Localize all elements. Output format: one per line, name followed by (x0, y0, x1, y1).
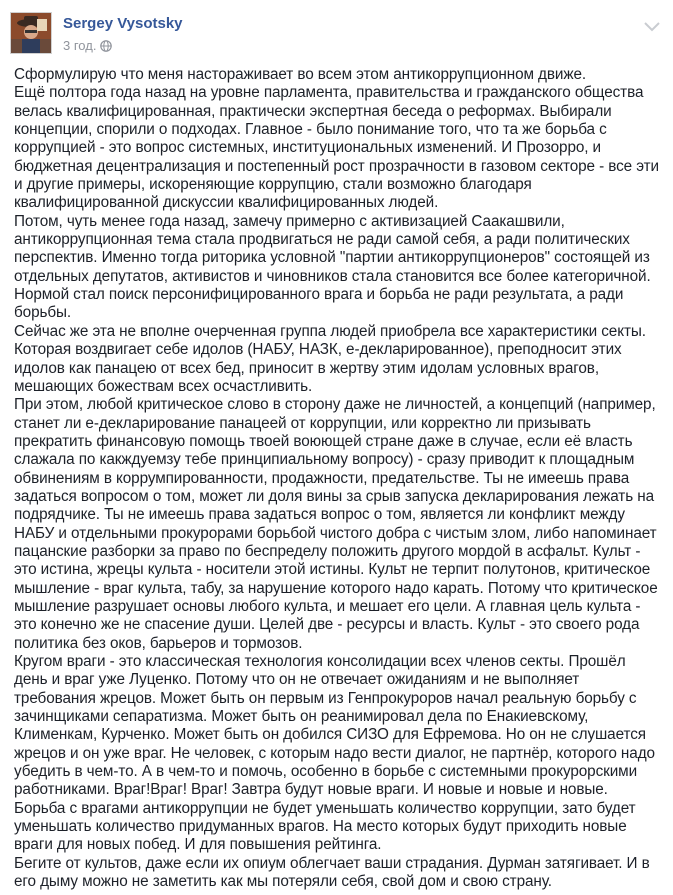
author-avatar[interactable] (10, 12, 52, 54)
chevron-down-icon[interactable] (643, 20, 661, 34)
post-paragraph: Бегите от культов, даже если их опиум облегчает ваши страдания. Дурман затягивает. И в его дыму можно не заметить как мы потеряли себя, свой дом и свою страну. (14, 854, 650, 891)
post-paragraph: Ещё полтора года назад на уровне парламента, правительства и гражданского общества велась квалифицированная, практически экспертная беседа о реформах. Выбирали концепции, спорили о подходах. Главное - было понимание того, что та же борьба с коррупцией - это вопрос системных, институциональных изменений. И Прозорро, и бюджетная децентрализация и постепенный рост прозрачности в газовом секторе - все эти и другие примеры, искореняющие коррупцию, стали возможно благодаря квалифицированной дискуссии квалифицированных людей. (14, 84, 659, 212)
post-paragraph: Потом, чуть менее года назад, замечу примерно с активизацией Саакашвили, антикоррупционная тема стала продвигаться не ради самой себя, а ради политических перспектив. Именно тогда риторика условной "партии антикоррупционеров" состоящей из отдельных депутатов, активистов и чиновников стала становится все более категоричной. Нормой стал поиск персонифицированного врага и борьба не ради результата, а ради борьбы. (14, 212, 651, 322)
post-paragraph: При этом, любой критическое слово в сторону даже не личностей, а концепций (например, станет ли е-декларирование панацеей от коррупции, или корректно ли призывать прекратить финансовую помощь твоей воюющей стране даже в случае, если её власть слажала по какждуемзу тебе принципиальному вопросу) - сразу приводит к площадным обвинениям в коррумпированности, продажности, предательстве. Ты не имеешь права задаться вопросом о том, может ли доля вины за срыв запуска декларирования лежать на подрядчике. Ты не имеешь права задаться вопрос о том, является ли конфликт между НАБУ и отдельными прокурорами борьбой чистого добра с чистым злом, либо напоминает пацанские разборки за право по беспределу положить другого мордой в асфальт. Культ - это истина, жрецы культа - носители этой истины. Культ не терпит полутонов, критическое мышление - враг культа, табу, за нарушение которого надо карать. Потому что критическое мышление разрушает основы любого культа, и мешает его цели. А главная цель культа - это конечно же не спасение души. Целей две - ресурсы и власть. Культ - это своего рода политика без оков, барьеров и тормозов. (14, 396, 658, 652)
post-paragraph: Сейчас же эта не вполне очерченная группа людей приобрела все характеристики секты. Которая воздвигает себе идолов (НАБУ, НАЗК, е-декларированное), преподносит этих идолов как панацею от всех бед, приносит в жертву этим идолам условных врагов, мешающих божествам всех осчастливить. (14, 322, 646, 395)
author-name[interactable]: Sergey Vysotsky (63, 15, 183, 32)
post-paragraph: Сформулирую что меня настораживает во всем этом антикоррупционном движе. (14, 66, 587, 83)
post-text (14, 66, 662, 891)
post-paragraph: Кругом враги - это классическая технология консолидации всех членов секты. Прошёл день и враг уже Луценко. Потому что он не отвечает ожиданиям и не выполняет требования жрецов. Может быть он первым из Генпрокуроров начал реальную борьбу с зачинщиками сепаратизма. Может быть он реанимировал дела по Енакиевскому, Клименкам, Курченко. Может быть он добился СИЗО для Ефремова. Но он не слушается жрецов и он уже враг. Не человек, с которым надо вести диалог, не партнёр, которого надо убедить в чем-то. А в чем-то и помочь, особенно в борьбе с системными прокурорскими работниками. Враг!Враг! Враг! Завтра будут новые враги. И новые и новые и новые. Борьба с врагами антикоррупции не будет уменьшать количество коррупции, зато будет уменьшать количество придуманных врагов. На место которых будут приходить новые враги для новых побед. И для повышения рейтинга. (14, 653, 655, 854)
post-header (10, 10, 663, 60)
post-timestamp[interactable]: 3 год. (63, 38, 97, 53)
post-meta (63, 38, 112, 55)
globe-icon[interactable] (100, 40, 112, 55)
author-photo-icon (11, 13, 51, 53)
